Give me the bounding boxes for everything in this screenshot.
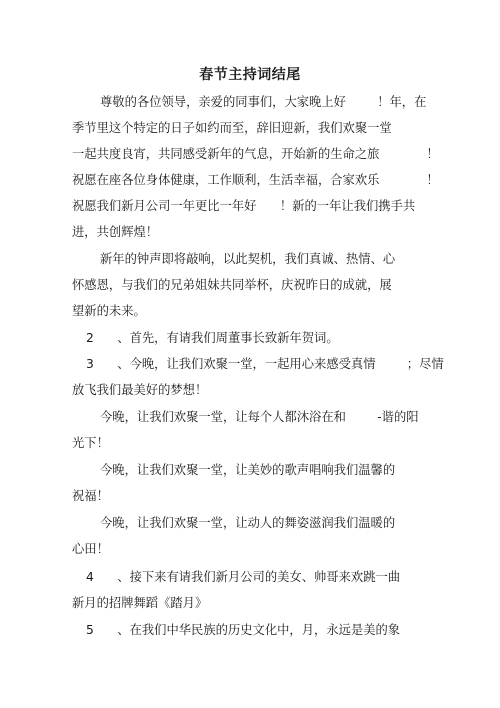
paragraph-line: 一起共度良宵，共同感受新年的气息，开始新的生命之旅 ！: [72, 147, 439, 161]
numbered-item-line: 5 、在我们中华民族的历史文化中，月，永远是美的象: [86, 623, 401, 637]
numbered-item-line: 3 、今晚，让我们欢聚一堂，一起用心来感受真情 ；尽情: [86, 357, 444, 371]
paragraph-line: 新月的招牌舞蹈《踏月》: [72, 596, 208, 610]
paragraph-line: 祝福！: [72, 489, 109, 503]
paragraph-line: 新年的钟声即将敲响，以此契机，我们真诚、热情、心: [100, 252, 396, 266]
paragraph-line: 今晚，让我们欢聚一堂，让动人的舞姿滋润我们温暖的: [100, 516, 396, 530]
paragraph-line: 季节里这个特定的日子如约而至，辞旧迎新，我们欢聚一堂: [72, 121, 392, 135]
paragraph-line: 尊敬的各位领导，亲爱的同事们，大家晚上好 ！年，在: [100, 95, 427, 109]
paragraph-line: 祝愿我们新月公司一年更比一年好 ！新的一年让我们携手共: [72, 199, 416, 213]
paragraph-line: 进，共创辉煌！: [72, 225, 159, 239]
paragraph-line: 心田！: [72, 542, 109, 556]
paragraph-line: 放飞我们最美好的梦想！: [72, 383, 208, 397]
paragraph-line: 祝愿在座各位身体健康，工作顺利，生活幸福，合家欢乐 ！: [72, 173, 439, 187]
paragraph-line: 望新的未来。: [72, 304, 146, 318]
paragraph-line: 怀感恩，与我们的兄弟姐妹共同举杯，庆祝昨日的成就，展: [72, 278, 392, 292]
paragraph-line: 今晚，让我们欢聚一堂，让美妙的歌声唱响我们温馨的: [100, 463, 396, 477]
numbered-item-line: 4 、接下来有请我们新月公司的美女、帅哥来欢跳一曲: [86, 570, 401, 584]
paragraph-line: 今晚，让我们欢聚一堂，让每个人都沐浴在和 -谐的阳: [100, 410, 419, 424]
page-title: 春节主持词结尾: [199, 67, 301, 83]
numbered-item-line: 2 、首先，有请我们周董事长致新年贺词。: [86, 331, 339, 345]
paragraph-line: 光下！: [72, 436, 109, 450]
